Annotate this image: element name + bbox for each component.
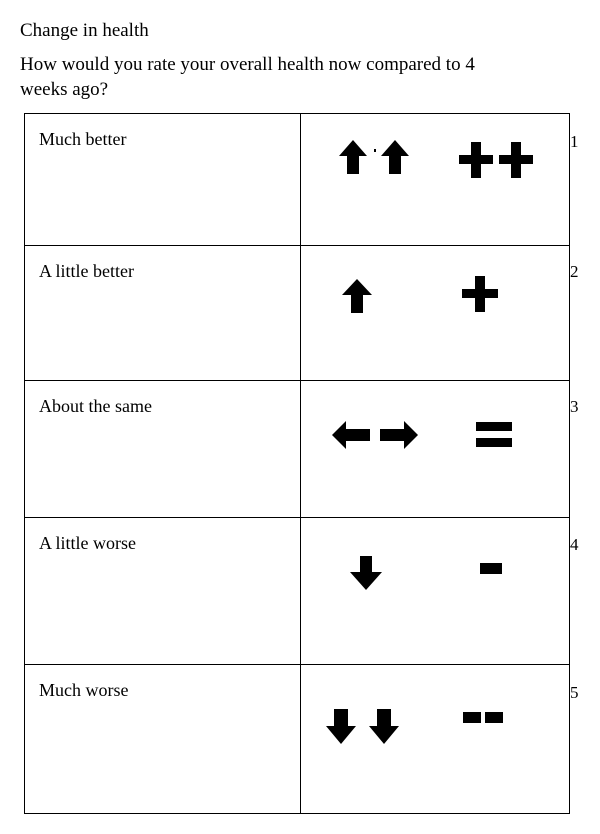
option-symbols[interactable] [301,246,570,381]
option-symbols[interactable] [301,665,570,814]
option-number: 1 [570,132,579,151]
option-number: 5 [570,683,579,702]
equals-icon [476,422,512,448]
option-row-a-little-worse[interactable] [25,518,570,665]
option-number: 4 [570,535,579,554]
double-up-arrow-icon [339,140,413,178]
double-plus-icon [459,142,535,178]
option-row-about-the-same[interactable] [25,381,570,518]
option-symbols[interactable] [301,381,570,518]
option-label: About the same [25,381,301,518]
option-number: 3 [570,397,579,416]
option-label: Much worse [25,665,301,814]
minus-icon [480,563,502,575]
down-arrow-icon [350,556,382,590]
option-label: A little worse [25,518,301,665]
option-symbols[interactable] [301,114,570,246]
response-table [24,113,570,814]
option-label: A little better [25,246,301,381]
option-row-much-worse[interactable] [25,665,570,814]
option-row-a-little-better[interactable] [25,246,570,381]
option-symbols[interactable] [301,518,570,665]
option-row-much-better[interactable] [25,114,570,246]
double-minus-icon [463,712,505,724]
question-text: How would you rate your overall health now compared to 4 weeks ago? [20,54,475,100]
left-right-arrows-icon [332,421,418,449]
double-down-arrow-icon [326,709,400,745]
plus-icon [462,276,498,312]
option-number: 2 [570,262,579,281]
option-label: Much better [25,114,301,246]
up-arrow-icon [342,279,372,313]
page-title: Change in health [20,20,149,41]
